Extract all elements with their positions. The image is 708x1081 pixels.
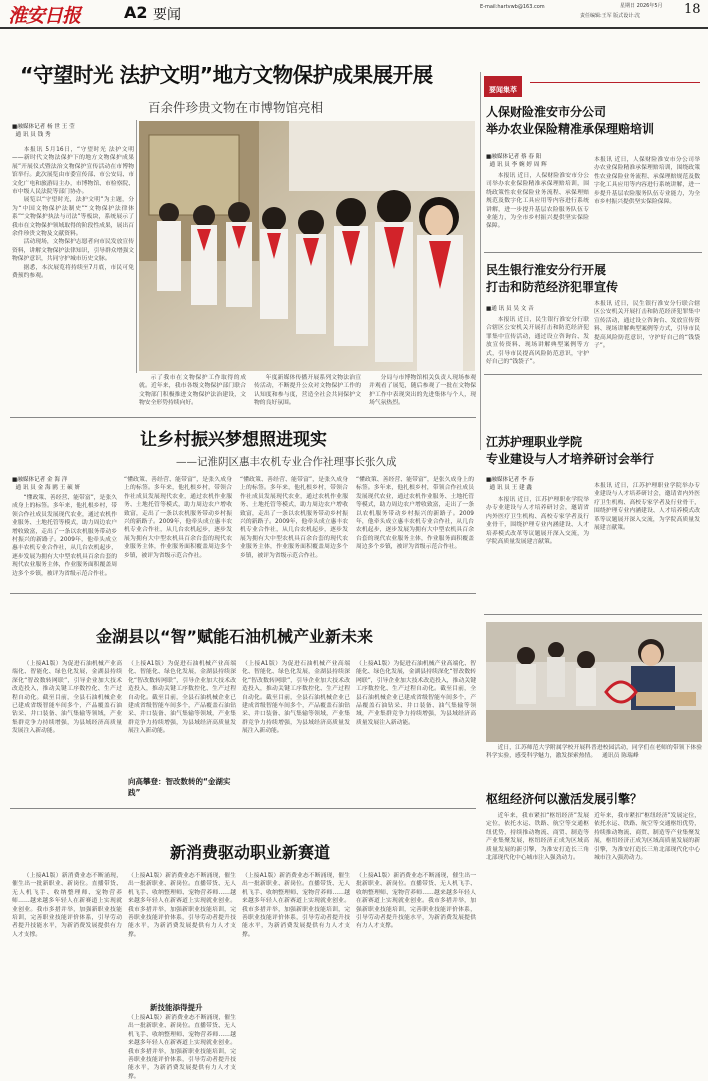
sidebar-s3-headline <box>486 434 654 468</box>
story4-subtitle: 新技能添得提升 <box>150 1003 203 1012</box>
sidebar-label-text: 要闻集萃 <box>489 86 517 94</box>
email-address: E-mail:hartvwb@163.com <box>480 4 545 10</box>
sidebar-s1-headline <box>486 104 654 138</box>
lead-para: 展览以“守望时光，法护文明”为主题，分为“中国文物保护法制史”“文物保护法律体系”“文物保护执法与司法”等板块，系统展示了我市在文物保护领域取得的阶段性成果，展出百余件珍贵文物及文献资料。 <box>12 197 134 238</box>
story3-col2: （上接A1版）为促进石油机械产业高端化、智能化、绿色化发展，金湖县持续深化“智改数转网联”，引导企业加大技术改造投入，推动关键工序数控化、生产过程自动化。截至目前，全县石油机械企业已建成省级智能车间多个，产品覆盖石油钻采、井口装备、油气集输等领域，产业集群竞争力持续增强，为县域经济高质量发展注入新动能。 <box>128 661 236 735</box>
sidebar-s3-col1: 本报讯 近日，江苏护理职业学院举办专业建设与人才培养研讨会，邀请省内外医疗卫生机构、高校专家学者及行业骨干，围绕护理专业内涵建设、人才培养模式改革等议题展开深入交流，为学院高质量发展建言献策。 <box>486 497 589 546</box>
story2-col3: “懂政策、善经营、能带富”，是张久成身上的标签。多年来，他扎根乡村，带领合作社成员发展现代农业，通过农机作业服务、土地托管等模式，助力周边农户增收致富，走出了一条以农机服务带动乡村振兴的新路子。2009年，他牵头成立惠丰农机专业合作社，从几台农机起步，逐步发展为拥有大中型农机具百余台套的现代农业服务主体，作业服务面积覆盖周边多个乡镇，被评为省级示范合作社。 <box>240 477 348 559</box>
headline-line: 江苏护理职业学院 <box>486 435 583 449</box>
headline-line: 专业建设与人才培养研讨会举行 <box>486 452 655 466</box>
rule <box>484 374 702 375</box>
rule <box>10 417 476 418</box>
page-code: A2 <box>124 3 148 22</box>
headline-line: 人保财险淮安市分公司 <box>486 105 607 119</box>
science-class-photo-illustration <box>486 622 702 742</box>
lead-byline: ■融媒体记者 杨 世 王 莹 通 讯 员 钱 秀 <box>12 124 75 138</box>
story2-headline: 让乡村振兴梦想照进现实 <box>140 430 327 450</box>
story2-col4: “懂政策、善经营、能带富”，是张久成身上的标签。多年来，他扎根乡村，带领合作社成员发展现代农业，通过农机作业服务、土地托管等模式，助力周边农户增收致富，走出了一条以农机服务带动乡村振兴的新路子。2009年，他牵头成立惠丰农机专业合作社，从几台农机起步，逐步发展为拥有大中型农机具百余台套的现代农业服务主体，作业服务面积覆盖周边多个乡镇，被评为省级示范合作社。 <box>356 477 474 551</box>
sidebar-label <box>484 76 522 97</box>
story4-col1: （上接A1版）新消费业态不断涌现，催生出一批新职业、新岗位。直播带货、无人机飞手、收纳整理师、宠物营养师……越来越多年轻人在新赛道上实现就业创业。我市多措并举，加强新职业技能培训，完善职业技能评价体系，引导劳动者提升技能水平，为新消费发展提供有力人才支撑。 <box>12 873 122 938</box>
headline-line: 民生银行淮安分行开展 <box>486 263 607 277</box>
story3-headline: 金湖县以“智”赋能石油机械产业新未来 <box>96 627 374 646</box>
editor-credits: 责任编辑:王军 版式设计:沈 <box>580 13 640 19</box>
sidebar-divider <box>480 72 481 450</box>
story3-col3: （上接A1版）为促进石油机械产业高端化、智能化、绿色化发展，金湖县持续深化“智改数转网联”，引导企业加大技术改造投入，推动关键工序数控化、生产过程自动化。截至目前，全县石油机械企业已建成省级智能车间多个，产品覆盖石油钻采、井口装备、油气集输等领域，产业集群竞争力持续增强，为县域经济高质量发展注入新动能。 <box>242 661 350 735</box>
lead-photo <box>139 121 475 371</box>
story4-headline: 新消费驱动职业新赛道 <box>170 843 331 862</box>
lead-para: 活动现场，文物保护志愿者向市民发放宣传资料，讲解文物保护法律知识，引导群众增强文物保护意识，共同守护城市历史文脉。 <box>12 239 134 263</box>
sidebar-s1-col1: 本报讯 近日，人保财险淮安市分公司举办农业保险精准承保理赔培训，围绕政策性农业保险业务流程、承保理赔规范及数字化工具应用等内容进行系统讲解，进一步提升基层农险服务队伍专业能力，为全市乡村振兴提供坚实保险保障。 <box>486 173 589 230</box>
sidebar-s5-col2: 近年来，我市紧扣“枢纽经济”发展定位，依托水运、铁路、航空等交通枢纽优势，持续推动物流、商贸、制造等产业集聚发展，枢纽经济正成为区域高质量发展的新引擎，为淮安打造长三角北部现代化中心城市注入强劲动力。 <box>594 813 700 862</box>
sidebar-s2-headline <box>486 262 618 296</box>
lead-para: 据悉，本次展览将持续至7月底，市民可免费预约参观。 <box>12 264 134 280</box>
story2-col1: “懂政策、善经营、能带富”，是张久成身上的标签。多年来，他扎根乡村，带领合作社成员发展现代农业，通过农机作业服务、土地托管等模式，助力周边农户增收致富，走出了一条以农机服务带动乡村振兴的新路子。2009年，他牵头成立惠丰农机专业合作社，从几台农机起步，逐步发展为拥有大中型农机具百余台套的现代农业服务主体，作业服务面积覆盖周边多个乡镇，被评为省级示范合作社。 <box>12 495 117 577</box>
lead-headline: “守望时光 法护文明”地方文物保护成果展开展 <box>20 63 433 87</box>
sidebar-s3-byline: ■融媒体记者 李 春 通 讯 员 王 建 鑫 <box>486 477 534 491</box>
story3-subtitle: 向高攀登：智改数转的“金湖实践” <box>128 777 231 797</box>
sidebar-s3-col2: 本报讯 近日，江苏护理职业学院举办专业建设与人才培养研讨会，邀请省内外医疗卫生机构、高校专家学者及行业骨干，围绕护理专业内涵建设、人才培养模式改革等议题展开深入交流，为学院高质量发展建言献策。 <box>594 483 700 532</box>
lead-col1 <box>12 146 134 371</box>
logo-text: 淮安日报 <box>8 5 81 27</box>
sidebar-s2-byline: ■通 讯 员 吴 文 音 <box>486 306 534 312</box>
sidebar-s2-col2: 本报讯 近日，民生银行淮安分行联合辖区公安机关开展打击和防范经济犯罪集中宣传活动，通过设立咨询台、发放宣传资料、现场讲解典型案例等方式，引导市民提高风险防范意识，守护好自己的“钱袋子”。 <box>594 301 700 350</box>
story4-col3: （上接A1版）新消费业态不断涌现，催生出一批新职业、新岗位。直播带货、无人机飞手、收纳整理师、宠物营养师……越来越多年轻人在新赛道上实现就业创业。我市多措并举，加强新职业技能培训，完善职业技能评价体系，引导劳动者提升技能水平，为新消费发展提供有力人才支撑。 <box>242 873 350 938</box>
sidebar-s5-headline: 枢纽经济何以激活发展引擎？ <box>486 792 643 806</box>
headline-line: 打击和防范经济犯罪宣传 <box>486 280 619 294</box>
story3-col4: （上接A1版）为促进石油机械产业高端化、智能化、绿色化发展，金湖县持续深化“智改数转网联”，引导企业加大技术改造投入，推动关键工序数控化、生产过程自动化。截至目前，全县石油机械企业已建成省级智能车间多个，产品覆盖石油钻采、井口装备、油气集输等领域，产业集群竞争力持续增强，为县域经济高质量发展注入新动能。 <box>356 661 476 726</box>
sidebar-s2-col1: 本报讯 近日，民生银行淮安分行联合辖区公安机关开展打击和防范经济犯罪集中宣传活动，通过设立咨询台、发放宣传资料、现场讲解典型案例等方式，引导市民提高风险防范意识，守护好自己的“钱袋子”。 <box>486 317 589 366</box>
story4-col2: （上接A1版）新消费业态不断涌现，催生出一批新职业、新岗位。直播带货、无人机飞手、收纳整理师、宠物营养师……越来越多年轻人在新赛道上实现就业创业。我市多措并举，加强新职业技能培训，完善职业技能评价体系，引导劳动者提升技能水平，为新消费发展提供有力人才支撑。 <box>128 873 236 938</box>
sidebar-s5-col1: 近年来，我市紧扣“枢纽经济”发展定位，依托水运、铁路、航空等交通枢纽优势，持续推动物流、商贸、制造等产业集聚发展，枢纽经济正成为区域高质量发展的新引擎，为淮安打造长三角北部现代化中心城市注入强劲动力。 <box>486 813 589 862</box>
rule <box>484 614 702 615</box>
headline-line: 举办农业保险精准承保理赔培训 <box>486 122 655 136</box>
issue-date: 星期日 2026年5月 <box>620 3 663 9</box>
story2-byline: ■融媒体记者 金 海 洋 通 讯 员 金 海 鸥 王 硕 妍 <box>12 477 81 491</box>
masthead-rule <box>0 27 708 29</box>
lead-tail-2: 年度新媒体传播开展系列文物法治宣传活动，不断提升公众对文物保护工作的认知度和参与度，营造全社会共同保护文物的良好氛围。 <box>254 375 361 407</box>
newspaper-logo <box>6 0 102 27</box>
rule <box>10 593 476 594</box>
page-section-name: 要闻 <box>153 7 181 23</box>
lead-subhead: 百余件珍贵文物在市博物馆亮相 <box>148 100 324 115</box>
students-photo-illustration <box>139 121 475 371</box>
sidebar-s1-col2: 本报讯 近日，人保财险淮安市分公司举办农业保险精准承保理赔培训，围绕政策性农业保险业务流程、承保理赔规范及数字化工具应用等内容进行系统讲解，进一步提升基层农险服务队伍专业能力，为全市乡村振兴提供坚实保险保障。 <box>594 157 700 206</box>
story4-col2b: （上接A1版）新消费业态不断涌现，催生出一批新职业、新岗位。直播带货、无人机飞手、收纳整理师、宠物营养师……越来越多年轻人在新赛道上实现就业创业。我市多措并举，加强新职业技能培训，完善职业技能评价体系，引导劳动者提升技能水平，为新消费发展提供有力人才支撑。 <box>128 1015 236 1080</box>
page-number: 18 <box>684 2 701 17</box>
story2-col2: “懂政策、善经营、能带富”，是张久成身上的标签。多年来，他扎根乡村，带领合作社成员发展现代农业，通过农机作业服务、土地托管等模式，助力周边农户增收致富，走出了一条以农机服务带动乡村振兴的新路子。2009年，他牵头成立惠丰农机专业合作社，从几台农机起步，逐步发展为拥有大中型农机具百余台套的现代农业服务主体，作业服务面积覆盖周边多个乡镇，被评为省级示范合作社。 <box>124 477 232 559</box>
story2-subhead: ——记淮阴区惠丰农机专业合作社理事长张久成 <box>176 456 397 468</box>
sidebar-label-rule <box>530 82 700 83</box>
column-divider <box>136 120 137 373</box>
sidebar-s4-caption <box>486 744 702 778</box>
lead-para: 本报讯 5月16日，“守望时光 法护文明——新时代文物法保护下的地方文物保护成果展”开展仪式暨法治文物保护宣传活动在市博物馆举行。此次展览由市委宣传部、市公安局、市文化广电和旅游局主办，市博物馆、市检察院、市中级人民法院等部门协办。 <box>12 147 134 196</box>
rule <box>484 252 702 253</box>
photo-credit: 通讯员 陈瑞峰 <box>602 753 639 760</box>
story4-col4: （上接A1版）新消费业态不断涌现，催生出一批新职业、新岗位。直播带货、无人机飞手、收纳整理师、宠物营养师……越来越多年轻人在新赛道上实现就业创业。我市多措并举，加强新职业技能培训，完善职业技能评价体系，引导劳动者提升技能水平，为新消费发展提供有力人才支撑。 <box>356 873 476 930</box>
rule <box>10 808 476 809</box>
sidebar-photo <box>486 622 702 742</box>
lead-tail-3: 分局与市博物馆相关负责人现场参观并观看了展览，随后参观了一批在文物保护工作中表现突出的先进集体与个人，现场气氛热烈。 <box>369 375 476 407</box>
caption-text: 近日，江苏师范大学附属学校开展科普进校园活动，同学们在老师的带领下体验科学实验，感受科学魅力，激发探索热情。 <box>486 745 702 760</box>
story3-col1: （上接A1版）为促进石油机械产业高端化、智能化、绿色化发展，金湖县持续深化“智改数转网联”，引导企业加大技术改造投入，推动关键工序数控化、生产过程自动化。截至目前，全县石油机械企业已建成省级智能车间多个，产品覆盖石油钻采、井口装备、油气集输等领域，产业集群竞争力持续增强，为县域经济高质量发展注入新动能。 <box>12 661 122 735</box>
sidebar-s1-byline: ■融媒体记者 蔡 春 阳 通 讯 员 李 婉 婷 周 辉 <box>486 154 547 168</box>
lead-tail-1: 示了我市在文物保护工作取得的成就。近年来，我市各级文物保护部门联合文物部门积极推进文物保护法治建设，文物安全形势持续向好。 <box>139 375 246 407</box>
